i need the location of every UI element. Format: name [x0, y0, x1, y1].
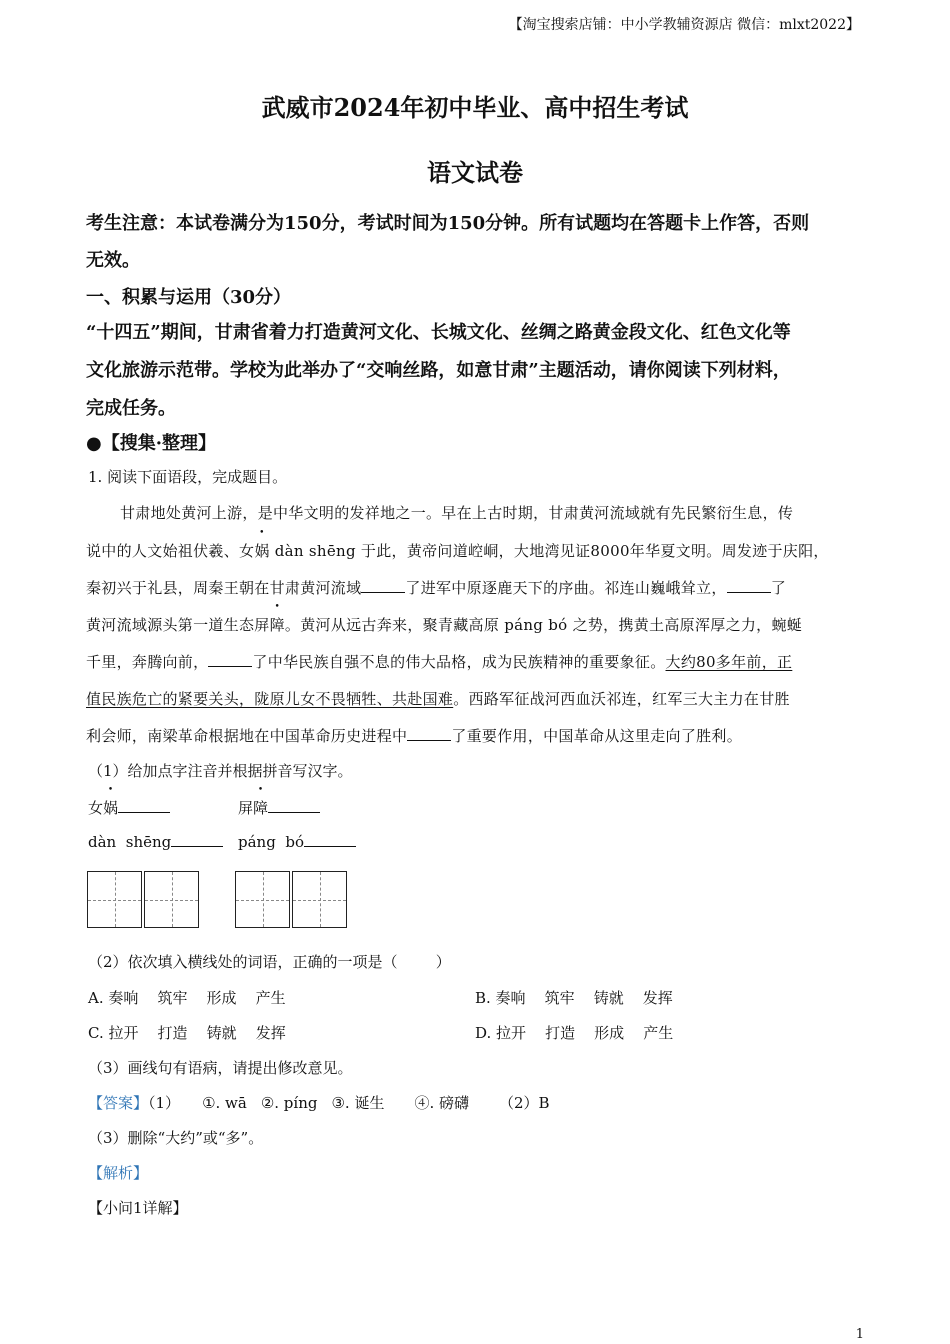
notice-line-1: 考生注意：本试卷满分为150分，考试时间为150分钟。所有试题均在答题卡上作答，否则 [86, 213, 810, 234]
intro-line-2: 文化旅游示范带。学校为此举办了“交响丝路，如意甘肃”主题活动，请你阅读下列材料， [86, 360, 791, 381]
passage-text: 。西路军征战河西血沃祁连，红军三大主力在甘胜 [453, 690, 790, 708]
answer-part: （2）B [499, 1094, 550, 1112]
passage-text: dàn shēng 于此，黄帝问道崆峒，大地湾见证8000年华夏文明。周发迹于庆阳， [269, 542, 829, 560]
sub-question-2: （2）依次填入横线处的词语，正确的一项是（ ） [88, 953, 451, 971]
passage-text: 黄河流域源头第一道生态屏 [86, 616, 270, 634]
fill-blank-1 [361, 578, 405, 593]
fill-item-pangbo: páng bó [238, 832, 356, 851]
answer-item: ④. 磅礴 [414, 1094, 470, 1112]
passage-text: 了重要作用，中国革命从这里走向了胜利。 [451, 727, 743, 745]
option-b: B. 奏响 筑牢 铸就 发挥 [475, 989, 673, 1007]
underlined-sentence: 大约80多年前，正 [665, 653, 793, 671]
answer-item: ③. 诞生 [331, 1094, 385, 1112]
passage-line-7 [86, 725, 866, 746]
passage-text: 千里，奔腾向前， [86, 653, 209, 671]
fill-item-dansheng: dàn shēng [88, 832, 223, 851]
analysis-label: 【解析】 [88, 1164, 149, 1182]
passage-line-6 [86, 688, 866, 709]
section-heading: 一、积累与运用（30分） [86, 287, 292, 308]
tianzige-cell [87, 871, 142, 928]
dotted-char: 障 [253, 799, 269, 817]
passage-text: 了 [770, 579, 787, 597]
passage-line-3 [86, 577, 866, 598]
detail-label: 【小问1详解】 [88, 1199, 188, 1217]
option-a: A. 奏响 筑牢 形成 产生 [88, 989, 286, 1007]
dotted-char: 障 [269, 616, 285, 634]
sub-question-3: （3）画线句有语病，请提出修改意见。 [88, 1059, 353, 1077]
notice-line-2: 无效。 [86, 250, 140, 271]
passage-line-1: 甘肃地处黄河上游，是中华文明的发祥地之一。早在上古时期，甘肃黄河流域就有先民繁衍生息，传 [120, 504, 794, 522]
dotted-char: 娲 [254, 542, 270, 560]
tianzige-cell [292, 871, 347, 928]
fill-blank-3 [208, 652, 252, 667]
passage-text: 秦初兴于礼县，周秦王朝在甘肃黄河流域 [86, 579, 362, 597]
answer-blank [171, 832, 223, 847]
fill-blank-4 [407, 726, 451, 741]
writing-grid-2 [235, 871, 347, 928]
answer-item: ①. wā [202, 1094, 247, 1112]
subsection-heading: ●【搜集·整理】 [86, 433, 216, 454]
passage-text: 说中的人文始祖伏羲、女 [86, 542, 255, 560]
exam-title: 武威市2024年初中毕业、高中招生考试 [261, 93, 689, 122]
passage-line-5 [86, 651, 866, 672]
underlined-sentence: 值民族危亡的紧要关头，陇原儿女不畏牺牲、共赴国难 [86, 690, 454, 708]
dotted-char: 娲 [103, 799, 119, 817]
passage-text: 。黄河从远古奔来，聚青藏高原 páng bó 之势，携黄土高原浑厚之力，蜿蜒 [284, 616, 803, 634]
passage-line-2 [86, 540, 866, 561]
answer-part: （1） [148, 1094, 181, 1112]
answer-blank [304, 832, 356, 847]
option-d: D. 拉开 打造 形成 产生 [475, 1024, 674, 1042]
tianzige-cell [144, 871, 199, 928]
answer-blank [268, 798, 320, 813]
header-note: 【淘宝搜索店铺：中小学教辅资源店 微信：mlxt2022】 [508, 17, 860, 33]
passage-line-4 [86, 614, 866, 635]
fill-item-pingzhang: 屏障 [238, 797, 320, 818]
fill-item-nuwa: 女娲 [88, 797, 170, 818]
passage-text: 了中华民族自强不息的伟大品格，成为民族精神的重要象征。 [252, 653, 666, 671]
answer-line-2: （3）删除“大约”或“多”。 [88, 1129, 264, 1147]
answer-label: 【答案】 [88, 1094, 149, 1112]
writing-grid-1 [87, 871, 199, 928]
intro-line-3: 完成任务。 [86, 398, 176, 419]
sub-question-1: （1）给加点字注音并根据拼音写汉字。 [88, 762, 353, 780]
passage-text: 利会师，南梁革命根据地在中国革命历史进程中 [86, 727, 408, 745]
page-number: 1 [855, 1327, 864, 1342]
intro-line-1: “十四五”期间，甘肃省着力打造黄河文化、长城文化、丝绸之路黄金段文化、红色文化等 [86, 322, 791, 343]
answer-line-1 [88, 1092, 550, 1113]
answer-blank [118, 798, 170, 813]
answer-item: ②. píng [260, 1094, 318, 1112]
question-1-stem: 1. 阅读下面语段，完成题目。 [88, 468, 288, 486]
fill-blank-2 [727, 578, 771, 593]
option-c: C. 拉开 打造 铸就 发挥 [88, 1024, 286, 1042]
passage-text: 了进军中原逐鹿天下的序曲。祁连山巍峨耸立， [405, 579, 727, 597]
tianzige-cell [235, 871, 290, 928]
exam-subtitle: 语文试卷 [427, 158, 523, 187]
